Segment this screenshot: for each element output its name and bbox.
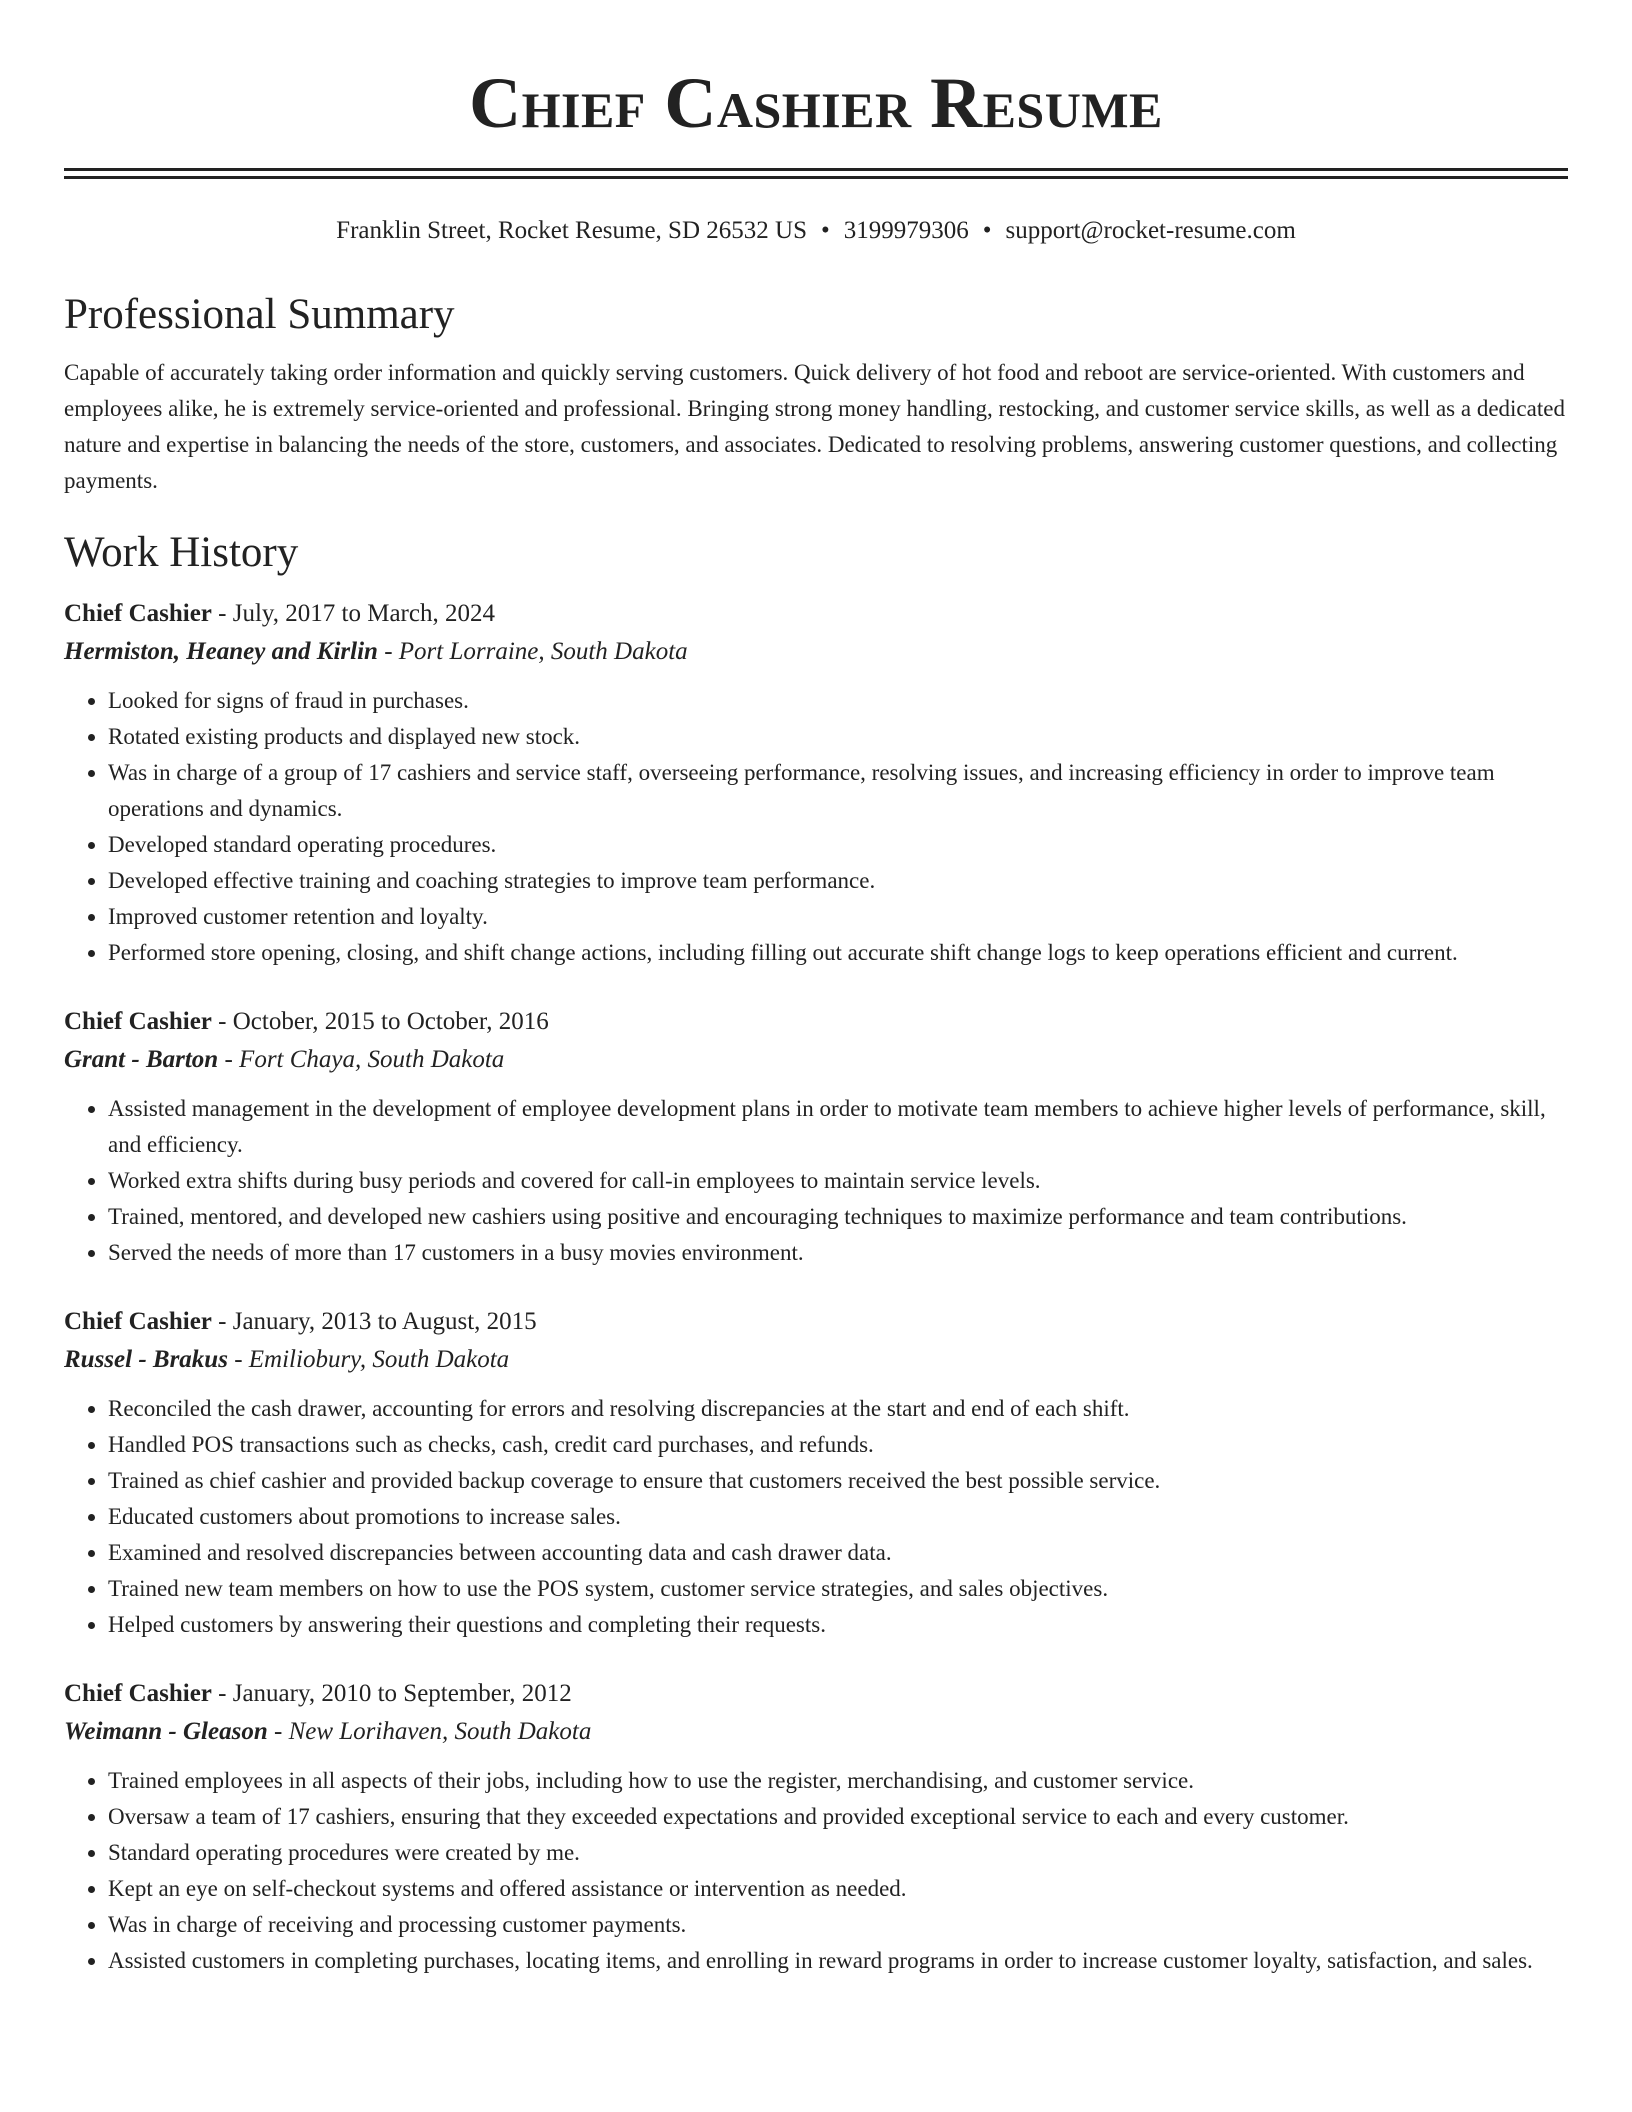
list-item: • Trained as chief cashier and provided backup coverage to ensure that customers received the best possible service. [108, 1463, 1568, 1499]
company-name: Hermiston, Heaney and Kirlin [64, 638, 378, 665]
job-title: Chief Cashier [64, 1308, 212, 1335]
list-item: • Looked for signs of fraud in purchases. [108, 683, 1568, 719]
job-location: New Lorihaven, South Dakota [288, 1718, 592, 1745]
job-bullet-list [64, 683, 1568, 971]
job-bullet-list [64, 1091, 1568, 1271]
list-item: • Was in charge of a group of 17 cashiers and service staff, overseeing performance, resolving issues, and increasing efficiency in order to improve team operations and dynamics. [108, 755, 1568, 827]
job-entry [64, 1003, 1568, 1271]
contact-address: Franklin Street, Rocket Resume, SD 26532 US [336, 217, 807, 244]
job-title: Chief Cashier [64, 600, 212, 627]
list-item: • Performed store opening, closing, and shift change actions, including filling out accurate shift change logs to keep operations efficient and current. [108, 935, 1568, 971]
job-title-line [64, 1003, 1568, 1041]
list-item: • Examined and resolved discrepancies between accounting data and cash drawer data. [108, 1535, 1568, 1571]
dash: - [211, 1008, 233, 1035]
list-item: • Handled POS transactions such as checks, cash, credit card purchases, and refunds. [108, 1427, 1568, 1463]
job-location: Port Lorraine, South Dakota [398, 638, 688, 665]
resume-title: Chief Cashier Resume [469, 63, 1163, 143]
list-item: • Oversaw a team of 17 cashiers, ensuring that they exceeded expectations and provided exceptional service to each and every customer. [108, 1799, 1568, 1835]
dash: - [267, 1718, 289, 1745]
job-title-line [64, 595, 1568, 633]
summary-text: Capable of accurately taking order information and quickly serving customers. Quick delivery of hot food and reboot are service-oriented. With customers and employees alike, he is extremely service-oriented and professional. Bringing strong money handling, restocking, and customer service skills, as well as a dedicated nature and expertise in balancing the needs of the store, customers, and associates. Dedicated to resolving problems, answering customer questions, and collecting payments. [64, 360, 1565, 493]
list-item: • Served the needs of more than 17 customers in a busy movies environment. [108, 1235, 1568, 1271]
dash: - [211, 600, 233, 627]
company-name: Grant - Barton [64, 1046, 219, 1073]
job-location: Fort Chaya, South Dakota [239, 1046, 505, 1073]
job-bullet-list [64, 1391, 1568, 1643]
list-item: • Trained, mentored, and developed new cashiers using positive and encouraging techniques to maximize performance and team contributions. [108, 1199, 1568, 1235]
list-item: • Helped customers by answering their questions and completing their requests. [108, 1607, 1568, 1643]
dash: - [211, 1680, 233, 1707]
dash: - [377, 638, 399, 665]
list-item: • Rotated existing products and displayed new stock. [108, 719, 1568, 755]
list-item: • Developed effective training and coaching strategies to improve team performance. [108, 863, 1568, 899]
job-bullet-list [64, 1763, 1568, 1979]
list-item: • Trained new team members on how to use the POS system, customer service strategies, and sales objectives. [108, 1571, 1568, 1607]
company-line [64, 1713, 1568, 1751]
job-dates: July, 2017 to March, 2024 [232, 600, 495, 627]
list-item: • Trained employees in all aspects of their jobs, including how to use the register, merchandising, and customer service. [108, 1763, 1568, 1799]
list-item: • Developed standard operating procedures. [108, 827, 1568, 863]
company-name: Weimann - Gleason [64, 1718, 268, 1745]
contact-email: support@rocket-resume.com [1005, 217, 1296, 244]
job-dates: October, 2015 to October, 2016 [232, 1008, 549, 1035]
job-title: Chief Cashier [64, 1680, 212, 1707]
list-item: • Reconciled the cash drawer, accounting for errors and resolving discrepancies at the start and end of each shift. [108, 1391, 1568, 1427]
job-entry [64, 595, 1568, 971]
job-entry [64, 1675, 1568, 1979]
company-line [64, 1041, 1568, 1079]
job-title-line [64, 1675, 1568, 1713]
dash: - [218, 1046, 240, 1073]
list-item: • Worked extra shifts during busy periods and covered for call-in employees to maintain service levels. [108, 1163, 1568, 1199]
job-title: Chief Cashier [64, 1008, 212, 1035]
summary-heading: Professional Summary [64, 291, 455, 338]
list-item: • Educated customers about promotions to increase sales. [108, 1499, 1568, 1535]
company-name: Russel - Brakus [64, 1346, 228, 1373]
job-title-line [64, 1303, 1568, 1341]
contact-separator: • [982, 217, 992, 244]
contact-line [64, 215, 1568, 247]
title-double-rule [64, 168, 1568, 179]
job-dates: January, 2013 to August, 2015 [232, 1308, 537, 1335]
list-item: • Assisted customers in completing purchases, locating items, and enrolling in reward programs in order to increase customer loyalty, satisfaction, and sales. [108, 1943, 1568, 1979]
contact-separator: • [820, 217, 830, 244]
dash: - [227, 1346, 249, 1373]
company-line [64, 633, 1568, 671]
company-line [64, 1341, 1568, 1379]
list-item: • Kept an eye on self-checkout systems and offered assistance or intervention as needed. [108, 1871, 1568, 1907]
list-item: • Was in charge of receiving and processing customer payments. [108, 1907, 1568, 1943]
list-item: • Assisted management in the development of employee development plans in order to motivate team members to achieve higher levels of performance, skill, and efficiency. [108, 1091, 1568, 1163]
job-entry [64, 1303, 1568, 1643]
job-dates: January, 2010 to September, 2012 [232, 1680, 572, 1707]
contact-phone: 3199979306 [843, 217, 969, 244]
list-item: • Improved customer retention and loyalty. [108, 899, 1568, 935]
work-history-heading: Work History [64, 529, 299, 576]
job-location: Emiliobury, South Dakota [248, 1346, 510, 1373]
list-item: • Standard operating procedures were created by me. [108, 1835, 1568, 1871]
dash: - [211, 1308, 233, 1335]
